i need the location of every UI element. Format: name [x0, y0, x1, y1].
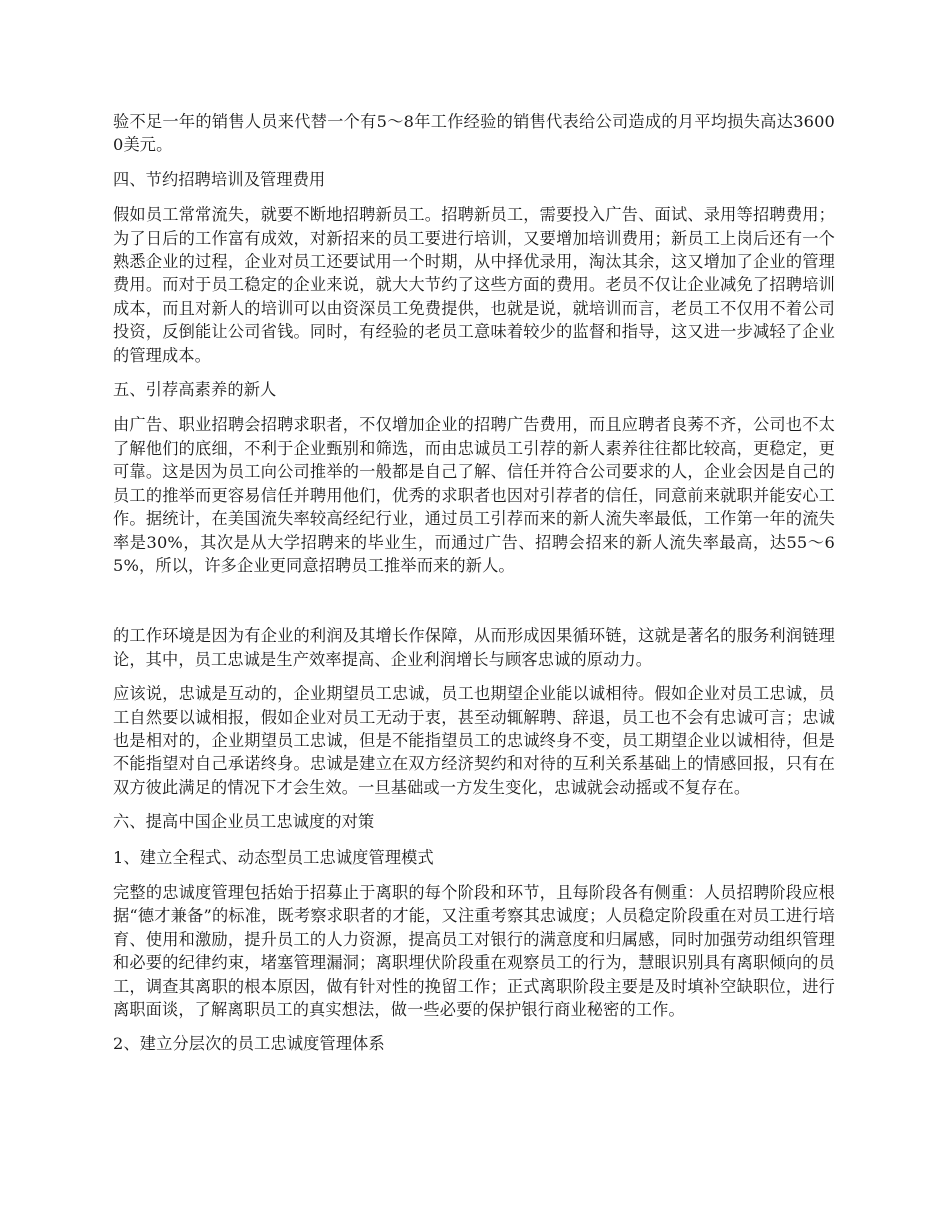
heading-section-five: 五、引荐高素养的新人 [113, 380, 277, 400]
heading-section-four: 四、节约招聘培训及管理费用 [113, 169, 326, 189]
paragraph-service-profit-chain: 的工作环境是因为有企业的利润及其增长作保障，从而形成因果循环链，这就是著名的服务利润链理论，其中，员工忠诚是生产效率提高、企业利润增长与顾客忠诚的原动力。 [113, 626, 835, 669]
heading-subsection-six-2: 2、建立分层次的员工忠诚度管理体系 [113, 1034, 385, 1054]
document-page [113, 110, 835, 1056]
paragraph-intro: 验不足一年的销售人员来代替一个有5～8年工作经验的销售代表给公司造成的月平均损失高达36000美元。 [113, 112, 835, 155]
paragraph-section-four: 假如员工常常流失，就要不断地招聘新员工。招聘新员工，需要投入广告、面试、录用等招聘费用；为了日后的工作富有成效，对新招来的员工要进行培训，又要增加培训费用；新员工上岗后还有一个熟悉企业的过程，企业对员工还要试用一个时期，从中择优录用，淘汰其余，这又增加了企业的管理费用。而对于员工稳定的企业来说，就大大节约了这些方面的费用。老员不仅让企业减免了招聘培训成本，而且对新人的培训可以由资深员工免费提供，也就是说，就培训而言，老员工不仅用不着公司投资，反倒能让公司省钱。同时，有经验的老员工意味着较少的监督和指导，这又进一步减轻了企业的管理成本。 [113, 205, 835, 365]
paragraph-mutual-loyalty: 应该说，忠诚是互动的，企业期望员工忠诚，员工也期望企业能以诚相待。假如企业对员工忠诚，员工自然要以诚相报，假如企业对员工无动于衷，甚至动辄解聘、辞退，员工也不会有忠诚可言；忠诚也是相对的，企业期望员工忠诚，但是不能指望员工的忠诚终身不变，员工期望企业以诚相待，但是不能指望对自己承诺终身。忠诚是建立在双方经济契约和对待的互利关系基础上的情感回报，只有在双方彼此满足的情况下才会生效。一旦基础或一方发生变化，忠诚就会动摇或不复存在。 [113, 684, 835, 797]
heading-subsection-six-1: 1、建立全程式、动态型员工忠诚度管理模式 [113, 847, 434, 867]
paragraph-section-five: 由广告、职业招聘会招聘求职者，不仅增加企业的招聘广告费用，而且应聘者良莠不齐，公司也不太了解他们的底细，不利于企业甄别和筛选，而由忠诚员工引荐的新人素养往往都比较高，更稳定，更可靠。这是因为员工向公司推举的一般都是自己了解、信任并符合公司要求的人，企业会因是自己的员工的推举而更容易信任并聘用他们，优秀的求职者也因对引荐者的信任，同意前来就职并能安心工作。据统计，在美国流失率较高经纪行业，通过员工引荐而来的新人流失率最低，工作第一年的流失率是30%，其次是从大学招聘来的毕业生，而通过广告、招聘会招来的新人流失率最高，达55～65%，所以，许多企业更同意招聘员工推举而来的新人。 [113, 415, 835, 575]
heading-section-six: 六、提高中国企业员工忠诚度的对策 [113, 812, 375, 832]
paragraph-subsection-six-1: 完整的忠诚度管理包括始于招募止于离职的每个阶段和环节，且每阶段各有侧重：人员招聘阶段应根据“德才兼备”的标准，既考察求职者的才能，又注重考察其忠诚度；人员稳定阶段重在对员工进行培育、使用和激励，提升员工的人力资源，提高员工对银行的满意度和归属感，同时加强劳动组织管理和必要的纪律约束，堵塞管理漏洞；离职埋伏阶段重在观察员工的行为，慧眼识别具有离职倾向的员工，调查其离职的根本原因，做有针对性的挽留工作；正式离职阶段主要是及时填补空缺职位，进行离职面谈，了解离职员工的真实想法，做一些必要的保护银行商业秘密的工作。 [113, 882, 835, 1019]
